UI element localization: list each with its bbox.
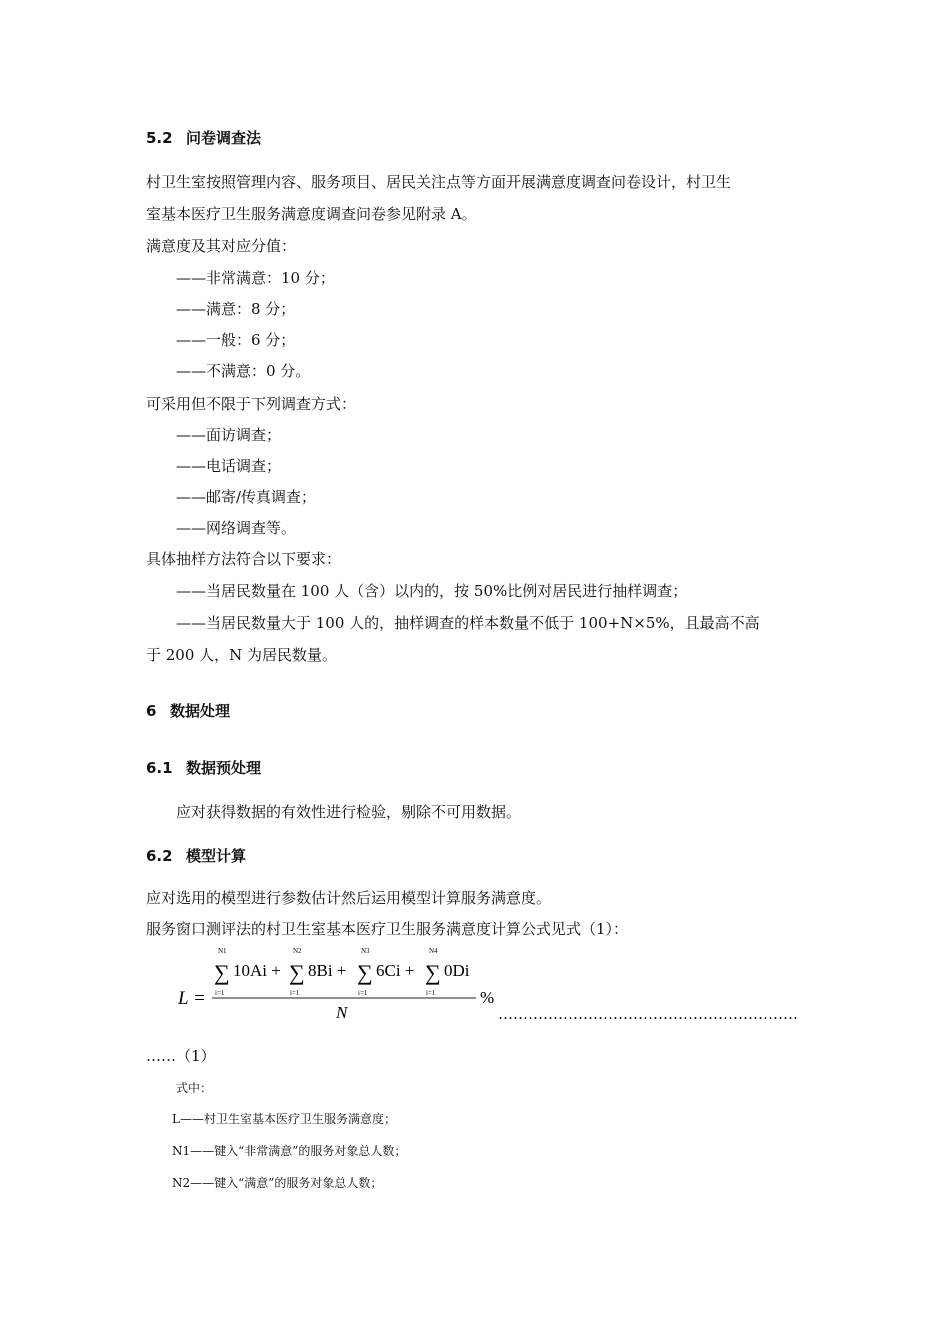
- sum-lower-limit: i=1: [426, 989, 436, 997]
- sigma-symbol: ∑: [357, 960, 373, 985]
- list-item: ——当居民数量大于 100 人的，抽样调查的样本数量不低于 100+N×5%，且最高不高: [176, 614, 760, 632]
- variable-definition: L——村卫生室基本医疗卫生服务满意度；: [172, 1112, 396, 1126]
- section-6-1-heading: 6.1 数据预处理: [146, 759, 262, 777]
- sampling-intro: 具体抽样方法符合以下要求：: [146, 550, 342, 568]
- formula-term: 8Bi +: [308, 961, 347, 980]
- sum-upper-limit: N1: [218, 948, 227, 955]
- methods-intro: 可采用但不限于下列调查方式：: [146, 395, 357, 413]
- equation-number: ……（1）: [146, 1047, 216, 1065]
- variable-definition: N1——键入“非常满意”的服务对象总人数；: [172, 1144, 407, 1158]
- formula-lhs: L =: [178, 988, 206, 1009]
- variable-definition: N2——键入“满意”的服务对象总人数；: [172, 1176, 383, 1190]
- list-item: ——当居民数量在 100 人（含）以内的，按 50%比例对居民进行抽样调查；: [176, 582, 688, 600]
- section-5-2-heading: 5.2 问卷调查法: [146, 129, 262, 147]
- formula-term: 0Di: [444, 961, 470, 980]
- paragraph-line: 应对选用的模型进行参数估计然后运用模型计算服务满意度。: [146, 889, 552, 907]
- sum-lower-limit: i=1: [358, 989, 368, 997]
- section-6-heading: 6 数据处理: [146, 702, 231, 720]
- paragraph-line: 服务窗口测评法的村卫生室基本医疗卫生服务满意度计算公式见式（1）：: [146, 920, 629, 938]
- list-item: ——网络调查等。: [176, 519, 297, 537]
- leader-dots: ……………………………………………………: [498, 1005, 798, 1023]
- where-label: 式中：: [176, 1081, 213, 1095]
- sum-upper-limit: N4: [429, 948, 438, 955]
- list-item: ——邮寄/传真调查；: [176, 488, 317, 506]
- sum-upper-limit: N3: [361, 948, 370, 955]
- list-item: ——满意：8 分；: [176, 300, 296, 318]
- formula-denominator: N: [336, 1003, 348, 1022]
- sigma-symbol: ∑: [425, 960, 441, 985]
- scores-intro: 满意度及其对应分值：: [146, 237, 297, 255]
- percent-sign: %: [480, 988, 495, 1007]
- formula-term: 6Ci +: [376, 961, 415, 980]
- formula-term: 10Ai +: [233, 961, 281, 980]
- paragraph-line: 室基本医疗卫生服务满意度调查问卷参见附录 A。: [146, 205, 477, 223]
- list-item: ——面访调查；: [176, 426, 282, 444]
- sum-upper-limit: N2: [293, 948, 302, 955]
- paragraph-line: 村卫生室按照管理内容、服务项目、居民关注点等方面开展满意度调查问卷设计，村卫生: [146, 173, 732, 191]
- sigma-symbol: ∑: [289, 960, 305, 985]
- list-item: ——非常满意：10 分；: [176, 269, 335, 287]
- section-6-2-heading: 6.2 模型计算: [146, 847, 247, 865]
- list-item-continuation: 于 200 人，N 为居民数量。: [146, 646, 338, 664]
- satisfaction-formula: [178, 948, 508, 1028]
- sum-lower-limit: i=1: [290, 989, 300, 997]
- sigma-symbol: ∑: [214, 960, 230, 985]
- list-item: ——不满意：0 分。: [176, 362, 311, 380]
- sum-lower-limit: i=1: [215, 989, 225, 997]
- paragraph-line: 应对获得数据的有效性进行检验，剔除不可用数据。: [176, 803, 522, 821]
- list-item: ——一般：6 分；: [176, 331, 296, 349]
- list-item: ——电话调查；: [176, 457, 282, 475]
